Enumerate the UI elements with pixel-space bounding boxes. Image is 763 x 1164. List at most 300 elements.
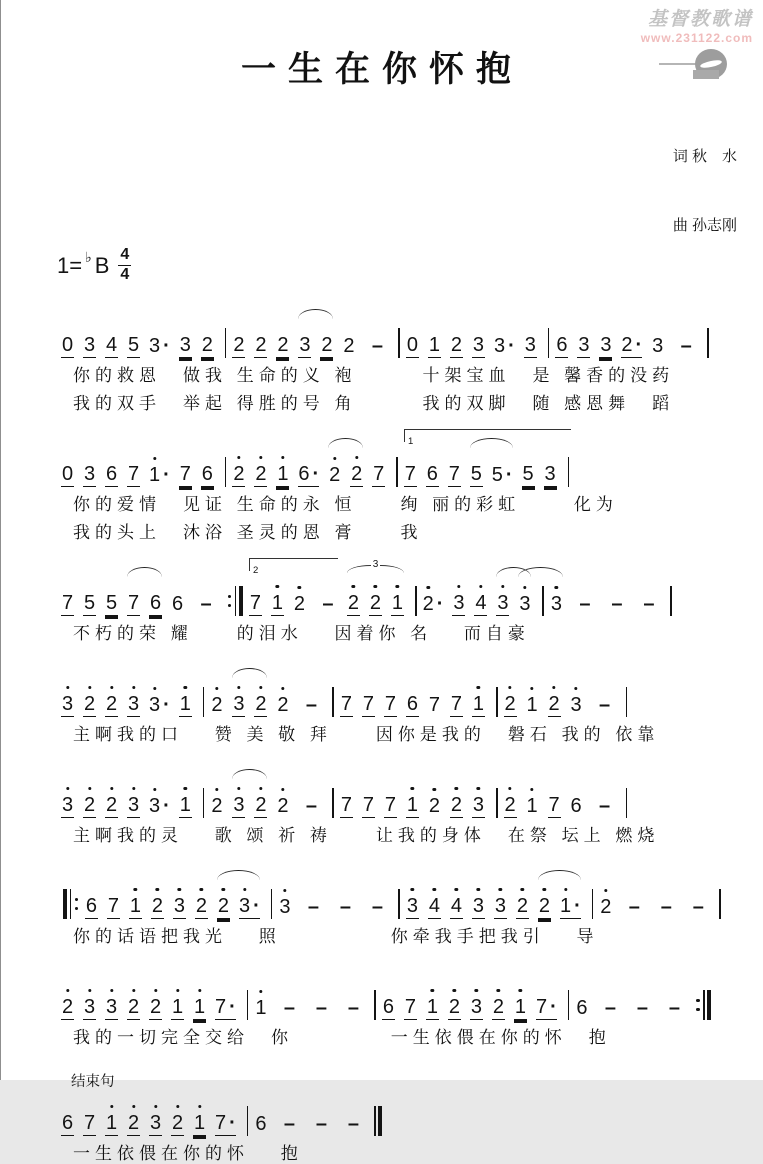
- barline-thin: [203, 788, 205, 818]
- note-number: 2: [277, 334, 289, 356]
- note-number: 5: [127, 334, 140, 356]
- dash-note: [368, 336, 386, 358]
- note: [504, 795, 517, 818]
- note: [61, 464, 74, 487]
- note: [105, 997, 118, 1020]
- note-number: 2: [233, 463, 245, 485]
- lyrics-row: 不朽的荣 耀 的泪水 因着你 名 而自豪: [73, 624, 530, 643]
- note-number: 2: [600, 896, 612, 918]
- barline-thin: [568, 457, 570, 487]
- dash-note: [312, 1114, 330, 1136]
- note-number: 1: [428, 334, 441, 356]
- note-number: 2: [621, 334, 633, 356]
- note-number: 3: [578, 334, 590, 356]
- note-number: 2: [548, 693, 560, 715]
- note-number: 7: [179, 463, 191, 485]
- note-number: 6: [61, 1111, 74, 1134]
- dash-note: [302, 695, 320, 717]
- triplet-arc-left: [347, 565, 371, 573]
- augmentation-dot: ·: [550, 996, 557, 1018]
- barline: [332, 687, 334, 717]
- key-prefix: 1=: [57, 252, 83, 278]
- note-number: 7: [384, 693, 397, 715]
- note-number: 3: [550, 593, 563, 615]
- note-number: 3: [233, 794, 245, 816]
- note-number: 7: [404, 996, 417, 1018]
- volta-bracket: [249, 558, 338, 576]
- note: [127, 997, 140, 1020]
- lyrics-row: 你的救恩 做我 生命的义 袍 十架宝血 是 馨香的没药: [73, 366, 675, 385]
- note-number: 7: [535, 996, 548, 1018]
- barline: [374, 990, 376, 1020]
- note: [239, 896, 260, 919]
- note: [577, 335, 590, 358]
- note: [470, 464, 483, 487]
- note: [448, 997, 461, 1020]
- note-number: 2: [293, 593, 306, 615]
- meter-numerator: 4: [118, 247, 131, 266]
- note: [524, 335, 537, 358]
- barline-thin: [542, 586, 544, 616]
- music-line: [61, 760, 745, 846]
- note: [428, 896, 441, 919]
- note-number: –: [611, 593, 623, 615]
- note: [472, 896, 485, 919]
- note: [179, 694, 192, 717]
- key-letter: B: [94, 252, 110, 278]
- note-number: 7: [215, 996, 227, 1018]
- note: [105, 335, 118, 358]
- note: [127, 795, 140, 818]
- note: [276, 695, 289, 717]
- note-number: 6: [556, 334, 568, 356]
- note-number: 3: [493, 335, 506, 357]
- note-number: 2: [201, 334, 213, 356]
- barline: [374, 1106, 382, 1136]
- note: [179, 464, 192, 487]
- note: [450, 896, 463, 919]
- note-number: 2: [127, 1111, 140, 1134]
- note: [105, 795, 118, 818]
- note: [61, 997, 74, 1020]
- note-number: 3: [600, 334, 612, 356]
- note-number: –: [668, 997, 680, 1019]
- note-number: 1: [271, 592, 284, 614]
- note-number: 2: [492, 996, 505, 1018]
- dash-note: [197, 594, 215, 616]
- repeat-dot: [228, 604, 231, 607]
- note: [518, 594, 531, 616]
- note: [298, 335, 311, 358]
- note: [494, 336, 515, 358]
- dash-note: [689, 897, 707, 919]
- note-number: 1: [514, 996, 527, 1018]
- composer-credit: 曲 孙志刚: [672, 217, 737, 235]
- repeat-dots: [696, 999, 699, 1012]
- note-number: 0: [61, 334, 74, 356]
- note: [548, 694, 561, 717]
- note: [536, 997, 557, 1020]
- barline: [398, 889, 400, 919]
- note-number: 2: [127, 996, 140, 1018]
- dash-note: [319, 594, 337, 616]
- barline-thin: [332, 687, 334, 717]
- note-number: 2: [211, 694, 223, 716]
- note: [179, 335, 192, 358]
- note-number: –: [680, 335, 692, 357]
- note-number: 3: [472, 895, 485, 917]
- note: [127, 464, 140, 487]
- note: [504, 694, 517, 717]
- barline: [707, 328, 709, 358]
- augmentation-dot: ·: [163, 464, 170, 486]
- note-number: –: [579, 593, 591, 615]
- note-number: 6: [426, 463, 438, 485]
- barline-thin: [247, 990, 249, 1020]
- barline: [542, 586, 544, 616]
- lyrics-row: 主啊我的口 赞 美 敬 拜 因你是我的 磐石 我的 依靠: [73, 725, 660, 744]
- note: [210, 695, 223, 717]
- dash-note: [665, 998, 683, 1020]
- note: [406, 335, 419, 358]
- lyrics-row: 我的头上 沐浴 圣灵的恩 膏 我: [73, 523, 423, 542]
- note-number: 1: [391, 592, 404, 614]
- note: [350, 464, 363, 487]
- note-number: –: [315, 997, 327, 1019]
- score: [1, 284, 763, 1164]
- note-number: 1: [193, 1111, 206, 1134]
- note: [514, 997, 527, 1020]
- barline-thin: [592, 889, 594, 919]
- note-number: 6: [105, 463, 118, 485]
- note: [149, 997, 162, 1020]
- repeat-dot: [75, 907, 78, 910]
- note: [560, 896, 581, 919]
- note-number: 5: [522, 463, 534, 485]
- slur-arc: [217, 870, 260, 880]
- note: [171, 997, 184, 1020]
- barline-thin: [203, 687, 205, 717]
- note-number: 6: [298, 463, 310, 485]
- note-number: 6: [149, 592, 162, 614]
- dash-note: [596, 796, 614, 818]
- note: [550, 594, 563, 616]
- note: [599, 335, 612, 358]
- note-number: 6: [570, 795, 582, 817]
- triplet-arc-right: [380, 565, 404, 573]
- note-number: 4: [450, 895, 463, 917]
- note-number: 5: [83, 592, 96, 614]
- volta-number: 1: [408, 436, 414, 447]
- note: [149, 593, 162, 616]
- dash-note: [640, 594, 658, 616]
- note: [127, 593, 140, 616]
- dash-note: [304, 897, 322, 919]
- note-number: –: [692, 896, 704, 918]
- note: [472, 694, 485, 717]
- note-number: 7: [362, 693, 375, 715]
- barline-thin: [374, 1106, 376, 1136]
- note-number: –: [307, 896, 319, 918]
- note-number: 0: [406, 334, 419, 356]
- note: [516, 896, 529, 919]
- note-number: 3: [524, 334, 536, 356]
- note-number: 3: [127, 693, 140, 715]
- note: [149, 465, 170, 487]
- note-number: 2: [321, 334, 333, 356]
- note-number: 7: [450, 693, 463, 715]
- note: [254, 335, 267, 358]
- key-signature: [57, 247, 131, 284]
- note: [369, 593, 382, 616]
- note: [452, 593, 465, 616]
- note: [362, 795, 375, 818]
- barline: [548, 328, 550, 358]
- note-number: 2: [83, 794, 96, 816]
- note-number: 5: [105, 592, 118, 614]
- note-number: 2: [277, 795, 289, 817]
- note-number: 7: [107, 895, 120, 917]
- note-number: 1: [149, 464, 161, 486]
- note: [328, 465, 341, 487]
- volta-bracket: [404, 429, 571, 447]
- barline-thin: [496, 687, 498, 717]
- note-number: 3: [127, 794, 140, 816]
- note-number: 2: [538, 895, 551, 917]
- note-number: 7: [61, 592, 74, 614]
- barline-thick: [239, 586, 243, 616]
- note: [83, 694, 96, 717]
- note: [61, 335, 74, 358]
- augmentation-dot: ·: [229, 996, 236, 1018]
- note-number: 3: [83, 334, 96, 356]
- meter-denominator: 4: [120, 266, 130, 284]
- note-number: 4: [475, 592, 487, 614]
- repeat-dots: [228, 595, 231, 608]
- note: [149, 796, 170, 818]
- dash-note: [280, 1114, 298, 1136]
- music-line: [61, 861, 745, 947]
- note-number: 2: [105, 693, 118, 715]
- note: [472, 795, 485, 818]
- barline: [398, 328, 400, 358]
- credits: [673, 98, 737, 284]
- barline-thin: [396, 457, 398, 487]
- barline: [332, 788, 334, 818]
- lyrics-row: 我的一切完全交给 你 一生依偎在你的怀 抱: [73, 1028, 611, 1047]
- augmentation-dot: ·: [163, 694, 170, 716]
- barline: [719, 889, 721, 919]
- music-line: [61, 429, 745, 543]
- note-number: –: [636, 997, 648, 1019]
- note-number: 2: [83, 693, 96, 715]
- note: [217, 896, 230, 919]
- note-number: 3: [233, 693, 245, 715]
- note: [492, 997, 505, 1020]
- note-number: 3: [406, 895, 419, 917]
- note-number: 2: [195, 895, 208, 917]
- dash-note: [608, 594, 626, 616]
- barline: [225, 328, 227, 358]
- note-number: 2: [428, 795, 441, 817]
- music-line: [61, 558, 745, 644]
- note-number: 3: [652, 335, 664, 357]
- note-number: 3: [299, 334, 311, 356]
- note-number: –: [599, 795, 611, 817]
- note-number: 2: [329, 464, 341, 486]
- barline: [203, 687, 205, 717]
- note: [215, 1113, 236, 1136]
- notation-row: [61, 659, 745, 717]
- note-number: 3: [149, 1111, 162, 1134]
- note: [107, 896, 120, 919]
- notation-row: [61, 300, 745, 358]
- note-number: 3: [494, 895, 507, 917]
- barline: [225, 457, 227, 487]
- barline: [592, 889, 594, 919]
- note-number: 1: [179, 794, 191, 816]
- note-number: 7: [340, 693, 353, 715]
- augmentation-dot: ·: [253, 895, 260, 917]
- note: [127, 335, 140, 358]
- flat-icon: ♭: [85, 249, 92, 266]
- augmentation-dot: ·: [508, 335, 515, 357]
- slur-arc: [232, 769, 267, 779]
- note: [276, 335, 289, 358]
- note: [171, 1113, 184, 1136]
- note-number: 7: [548, 794, 560, 816]
- note: [621, 335, 642, 358]
- note: [474, 593, 487, 616]
- note: [61, 694, 74, 717]
- note: [428, 335, 441, 358]
- note-number: 3: [472, 334, 485, 356]
- note-number: 4: [428, 895, 441, 917]
- note: [575, 998, 588, 1020]
- note-number: 1: [526, 795, 538, 817]
- barline-thin: [415, 586, 417, 616]
- notation-row: [61, 760, 745, 818]
- note-number: 6: [255, 1112, 267, 1135]
- augmentation-dot: ·: [229, 1111, 236, 1134]
- note-number: 7: [127, 463, 140, 485]
- note: [570, 695, 583, 717]
- note-number: 3: [149, 694, 161, 716]
- note-number: –: [200, 593, 212, 615]
- note-number: 5: [470, 463, 482, 485]
- note: [470, 997, 483, 1020]
- notation-row: [61, 558, 745, 616]
- note: [428, 695, 441, 717]
- note-number: 7: [362, 794, 375, 816]
- note-number: 2: [450, 794, 463, 816]
- barline-thick: [63, 889, 67, 919]
- note-number: 3: [544, 463, 556, 485]
- key-row: [1, 92, 763, 284]
- slur-arc: [518, 567, 563, 577]
- dash-note: [633, 998, 651, 1020]
- note: [193, 1113, 206, 1136]
- repeat-dot: [75, 898, 78, 901]
- barline: [496, 788, 498, 818]
- note-number: 7: [384, 794, 397, 816]
- note-number: 4: [105, 334, 118, 356]
- augmentation-dot: ·: [635, 334, 643, 356]
- augmentation-dot: ·: [163, 335, 170, 357]
- barline-thin: [398, 328, 400, 358]
- note: [384, 795, 397, 818]
- repeat-dots: [75, 898, 78, 911]
- dash-note: [344, 998, 362, 1020]
- note-number: 2: [233, 334, 245, 356]
- note: [149, 336, 170, 358]
- barline-thin: [374, 990, 376, 1020]
- lyrics-row: 我的双手 举起 得胜的号 角 我的双脚 随 感恩舞 蹈: [73, 394, 675, 413]
- lyrics-row: 你的爱情 见证 生命的永 恒 绚 丽的彩虹 化为: [73, 495, 618, 514]
- note-number: 1: [105, 1111, 118, 1134]
- note: [538, 896, 551, 919]
- dash-note: [625, 897, 643, 919]
- barline: [670, 586, 672, 616]
- note-number: –: [347, 1112, 359, 1135]
- dash-note: [601, 998, 619, 1020]
- note-number: 2: [347, 592, 360, 614]
- note: [278, 897, 291, 919]
- note: [276, 796, 289, 818]
- lyrics-row: 一生依偎在你的怀 抱: [73, 1143, 303, 1163]
- note-number: 1: [426, 996, 439, 1018]
- barline-thin: [271, 889, 273, 919]
- note: [83, 593, 96, 616]
- note: [651, 336, 664, 358]
- note: [151, 896, 164, 919]
- note-number: 3: [61, 693, 74, 715]
- note: [171, 594, 184, 616]
- note-number: –: [305, 694, 317, 716]
- note-number: –: [347, 997, 359, 1019]
- notation-row: [61, 861, 745, 919]
- note: [450, 795, 463, 818]
- lyrics-row: 你的话语把我光 照 你牵我手把我引 导: [73, 927, 599, 946]
- note: [496, 593, 509, 616]
- note-number: 7: [448, 463, 460, 485]
- barline: [626, 687, 628, 717]
- note: [426, 997, 439, 1020]
- note: [372, 464, 385, 487]
- barline-thin: [70, 889, 72, 919]
- note: [526, 796, 539, 818]
- note: [254, 694, 267, 717]
- note: [232, 335, 245, 358]
- note-number: 2: [255, 334, 267, 356]
- note: [384, 694, 397, 717]
- watermark-brand: 基督教歌谱: [647, 9, 753, 30]
- note: [232, 795, 245, 818]
- note: [85, 896, 98, 919]
- barline: [203, 788, 205, 818]
- note: [61, 795, 74, 818]
- note-number: 6: [85, 895, 98, 917]
- barline-thin: [719, 889, 721, 919]
- dash-note: [677, 336, 695, 358]
- barline-thick: [707, 990, 711, 1020]
- note: [342, 336, 355, 358]
- slur-arc: [298, 309, 333, 319]
- note-number: 2: [448, 996, 461, 1018]
- barline-thin: [247, 1106, 249, 1136]
- note-number: 3: [83, 996, 96, 1018]
- note: [448, 464, 461, 487]
